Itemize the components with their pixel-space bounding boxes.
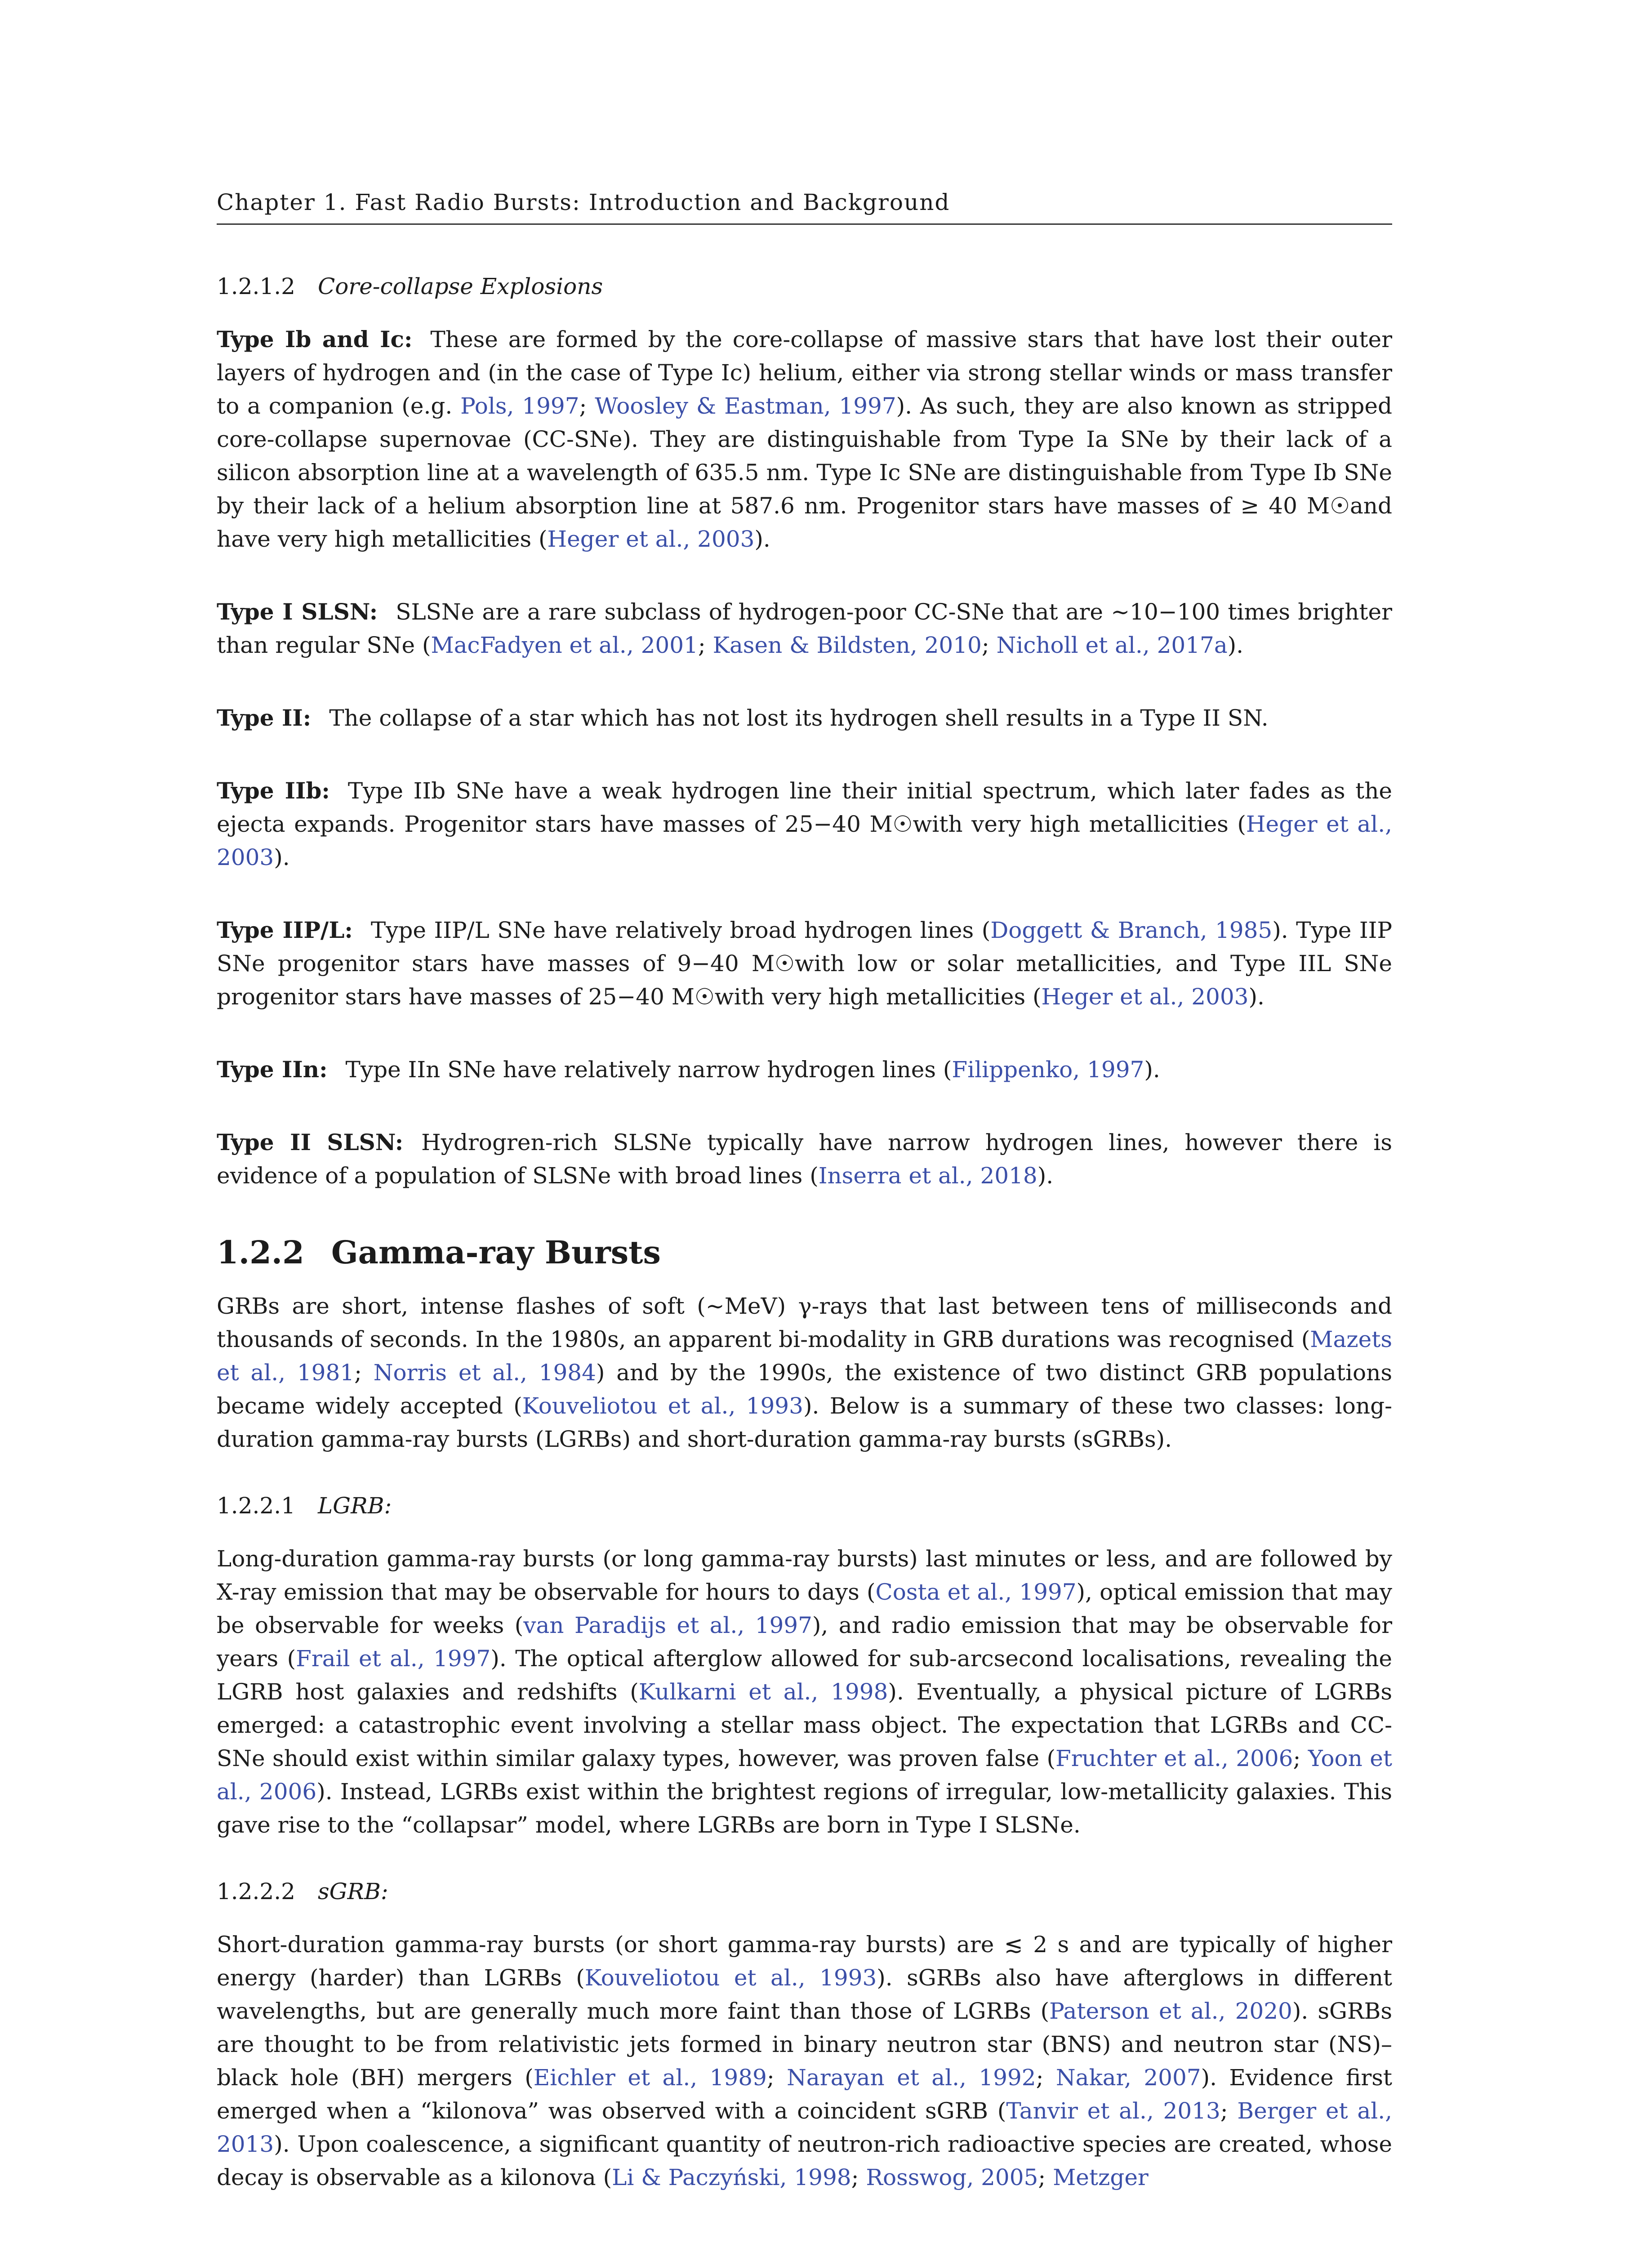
text-run: ). <box>1037 1163 1054 1189</box>
citation-link[interactable]: Nicholl et al., 2017a <box>996 632 1228 658</box>
text-run: ). <box>754 526 770 552</box>
text-run: Type IIP/L SNe have relatively broad hydrogen lines ( <box>370 917 991 943</box>
paragraph-sgrb <box>217 1928 1392 2194</box>
section-title: LGRB: <box>317 1493 392 1519</box>
text-run: ). <box>1248 984 1265 1010</box>
page-content <box>217 270 1392 2194</box>
text-run: Short-duration gamma-ray bursts (or short gamma-ray bursts) are ≲ 2 s and are typically of higher energy (harder) than LGRBs ( <box>217 1931 1392 1991</box>
paragraph-type-iin <box>217 1053 1392 1086</box>
text-run: Hydrogren-rich SLSNe typically have narrow hydrogen lines, however there is evidence of a population of SLSNe with broad lines ( <box>217 1129 1392 1189</box>
subsubsection-heading-core-collapse <box>217 270 1392 303</box>
term-label: Type II SLSN: <box>217 1129 404 1155</box>
citation-link[interactable]: Kulkarni et al., 1998 <box>638 1679 888 1705</box>
text-run: ; <box>579 393 595 419</box>
text-run: ; <box>766 2065 787 2091</box>
section-number: 1.2.1.2 <box>217 273 295 299</box>
citation-link[interactable]: Yoon et al., 2006 <box>217 1745 1392 1805</box>
paragraph-lgrb <box>217 1542 1392 1842</box>
citation-link[interactable]: Woosley & Eastman, 1997 <box>595 393 896 419</box>
text-run: ). Instead, LGRBs exist within the brightest regions of irregular, low-metallicity galaxies. This gave rise to the “collapsar” model, where LGRBs are born in Type I SLSNe. <box>217 1779 1393 1838</box>
text-run: ). <box>274 844 290 870</box>
citation-link[interactable]: Costa et al., 1997 <box>875 1579 1077 1605</box>
term-label: Type II: <box>217 705 312 731</box>
term-label: Type IIn: <box>217 1056 328 1083</box>
term-label: Type IIP/L: <box>217 917 353 943</box>
text-run: ) and by the 1990s, the existence of two distinct GRB populations became widely accepted ( <box>217 1360 1392 1419</box>
text-run: ). sGRBs also have afterglows in different wavelengths, but are generally much more faint than those of LGRBs ( <box>217 1965 1393 2024</box>
citation-link[interactable]: van Paradijs et al., 1997 <box>523 1612 812 1638</box>
text-run: ; <box>1038 2164 1053 2190</box>
paragraph-type-iib <box>217 774 1392 874</box>
citation-link[interactable]: Li & Paczyński, 1998 <box>612 2164 851 2190</box>
text-run: GRBs are short, intense flashes of soft (∼MeV) γ-rays that last between tens of milliseconds and thousands of seconds. In the 1980s, an apparent bi-modality in GRB durations was recognised ( <box>217 1293 1392 1352</box>
text-run: Long-duration gamma-ray bursts (or long gamma-ray bursts) last minutes or less, and are followed by X-ray emission that may be observable for hours to days ( <box>217 1546 1392 1605</box>
text-run: The collapse of a star which has not lost its hydrogen shell results in a Type II SN. <box>329 705 1269 731</box>
citation-link[interactable]: Nakar, 2007 <box>1055 2065 1201 2091</box>
section-title: Core-collapse Explosions <box>317 273 603 299</box>
text-run: ), and radio emission that may be observable for years ( <box>217 1612 1392 1672</box>
subsection-heading-gamma-ray-bursts <box>217 1234 1392 1271</box>
text-run: ). sGRBs are thought to be from relativistic jets formed in binary neutron star (BNS) and neutron star (NS)–black hole (BH) mergers ( <box>217 1998 1393 2091</box>
term-label: Type I SLSN: <box>217 598 378 625</box>
citation-link[interactable]: Narayan et al., 1992 <box>787 2065 1036 2091</box>
text-run: ). Evidence first emerged when a “kilonova” was observed with a coincident sGRB ( <box>217 2065 1393 2124</box>
citation-link[interactable]: Heger et al., 2003 <box>217 811 1392 870</box>
text-run: ). <box>1144 1057 1160 1083</box>
citation-link[interactable]: Paterson et al., 2020 <box>1049 1998 1292 2024</box>
citation-link[interactable]: Norris et al., 1984 <box>373 1360 596 1386</box>
section-title: Gamma-ray Bursts <box>331 1234 661 1271</box>
section-number: 1.2.2.2 <box>217 1878 295 1905</box>
citation-link[interactable]: Fruchter et al., 2006 <box>1055 1745 1293 1771</box>
text-run: ), optical emission that may be observable for weeks ( <box>217 1579 1392 1638</box>
text-run: ). <box>1227 632 1244 658</box>
paragraph-type-ii-slsn <box>217 1126 1392 1192</box>
text-run: ; <box>1036 2065 1056 2091</box>
text-run: ; <box>698 632 713 658</box>
citation-link[interactable]: Heger et al., 2003 <box>1041 984 1249 1010</box>
text-run: ). Below is a summary of these two classes: long-duration gamma-ray bursts (LGRBs) and short-duration gamma-ray bursts (sGRBs). <box>217 1393 1393 1452</box>
running-header: Chapter 1. Fast Radio Bursts: Introduction and Background <box>217 189 950 215</box>
citation-link[interactable]: Tanvir et al., 2013 <box>1006 2098 1220 2124</box>
text-run: ). Type IIP SNe progenitor stars have masses of 9−40 M☉with low or solar metallicities, and Type IIL SNe progenitor stars have masses of 25−40 M☉with very high metallicities ( <box>217 917 1392 1010</box>
citation-link[interactable]: Kasen & Bildsten, 2010 <box>712 632 982 658</box>
citation-link[interactable]: Kouveliotou et al., 1993 <box>584 1965 877 1991</box>
citation-link[interactable]: Frail et al., 1997 <box>296 1646 491 1672</box>
term-label: Type IIb: <box>217 777 330 804</box>
text-run: ). As such, they are also known as stripped core-collapse supernovae (CC-SNe). They are distinguishable from Type Ia SNe by their lack of a silicon absorption line at a wavelength of 635.5 nm. Type Ic SNe are distinguishable from Type Ib SNe by their lack of a helium absorption line at 587.6 nm. Progenitor stars have masses of ≥ 40 M☉and have very high metallicities ( <box>217 393 1392 552</box>
text-run: ; <box>981 632 997 658</box>
paragraph-grb-intro <box>217 1289 1392 1456</box>
text-run: These are formed by the core-collapse of massive stars that have lost their outer layers of hydrogen and (in the case of Type Ic) helium, either via strong stellar winds or mass transfer to a companion (e.g. <box>217 326 1392 419</box>
subsubsection-heading-sgrb <box>217 1875 1392 1908</box>
citation-link[interactable]: Inserra et al., 2018 <box>818 1163 1038 1189</box>
citation-link[interactable]: Filippenko, 1997 <box>952 1057 1144 1083</box>
citation-link[interactable]: Heger et al., 2003 <box>547 526 755 552</box>
text-run: SLSNe are a rare subclass of hydrogen-poor CC-SNe that are ∼10−100 times brighter than regular SNe ( <box>217 599 1393 658</box>
text-run: ; <box>1220 2098 1238 2124</box>
citation-link[interactable]: Rosswog, 2005 <box>866 2164 1038 2190</box>
paragraph-type-iipl <box>217 914 1392 1013</box>
citation-link[interactable]: Mazets et al., 1981 <box>217 1326 1392 1386</box>
citation-link[interactable]: Berger et al., 2013 <box>217 2098 1392 2157</box>
header-rule <box>217 223 1392 225</box>
paragraph-type-ib-ic <box>217 323 1392 556</box>
text-run: ; <box>851 2164 866 2190</box>
citation-link[interactable]: Doggett & Branch, 1985 <box>990 917 1273 943</box>
citation-link[interactable]: Kouveliotou et al., 1993 <box>522 1393 803 1419</box>
paragraph-type-i-slsn <box>217 595 1392 662</box>
text-run: Type IIb SNe have a weak hydrogen line their initial spectrum, which later fades as the ejecta expands. Progenitor stars have masses of 25−40 M☉with very high metallicities ( <box>217 778 1392 837</box>
subsubsection-heading-lgrb <box>217 1489 1392 1522</box>
section-number: 1.2.2 <box>217 1234 304 1271</box>
text-run: ). Eventually, a physical picture of LGRBs emerged: a catastrophic event involving a stellar mass object. The expectation that LGRBs and CC-SNe should exist within similar galaxy types, however, was proven false ( <box>217 1679 1392 1771</box>
section-title: sGRB: <box>317 1878 388 1905</box>
section-number: 1.2.2.1 <box>217 1493 295 1519</box>
text-run: ). The optical afterglow allowed for sub-arcsecond localisations, revealing the LGRB host galaxies and redshifts ( <box>217 1646 1392 1705</box>
text-run: ). Upon coalescence, a significant quantity of neutron-rich radioactive species are created, whose decay is observable as a kilonova ( <box>217 2131 1392 2190</box>
citation-link[interactable]: Metzger <box>1053 2164 1149 2190</box>
citation-link[interactable]: Pols, 1997 <box>460 393 579 419</box>
text-run: Type IIn SNe have relatively narrow hydrogen lines ( <box>345 1057 952 1083</box>
text-run: ; <box>354 1360 374 1386</box>
citation-link[interactable]: Eichler et al., 1989 <box>533 2065 767 2091</box>
term-label: Type Ib and Ic: <box>217 326 413 352</box>
text-run: ; <box>1293 1745 1308 1771</box>
paragraph-type-ii <box>217 701 1392 735</box>
citation-link[interactable]: MacFadyen et al., 2001 <box>431 632 698 658</box>
